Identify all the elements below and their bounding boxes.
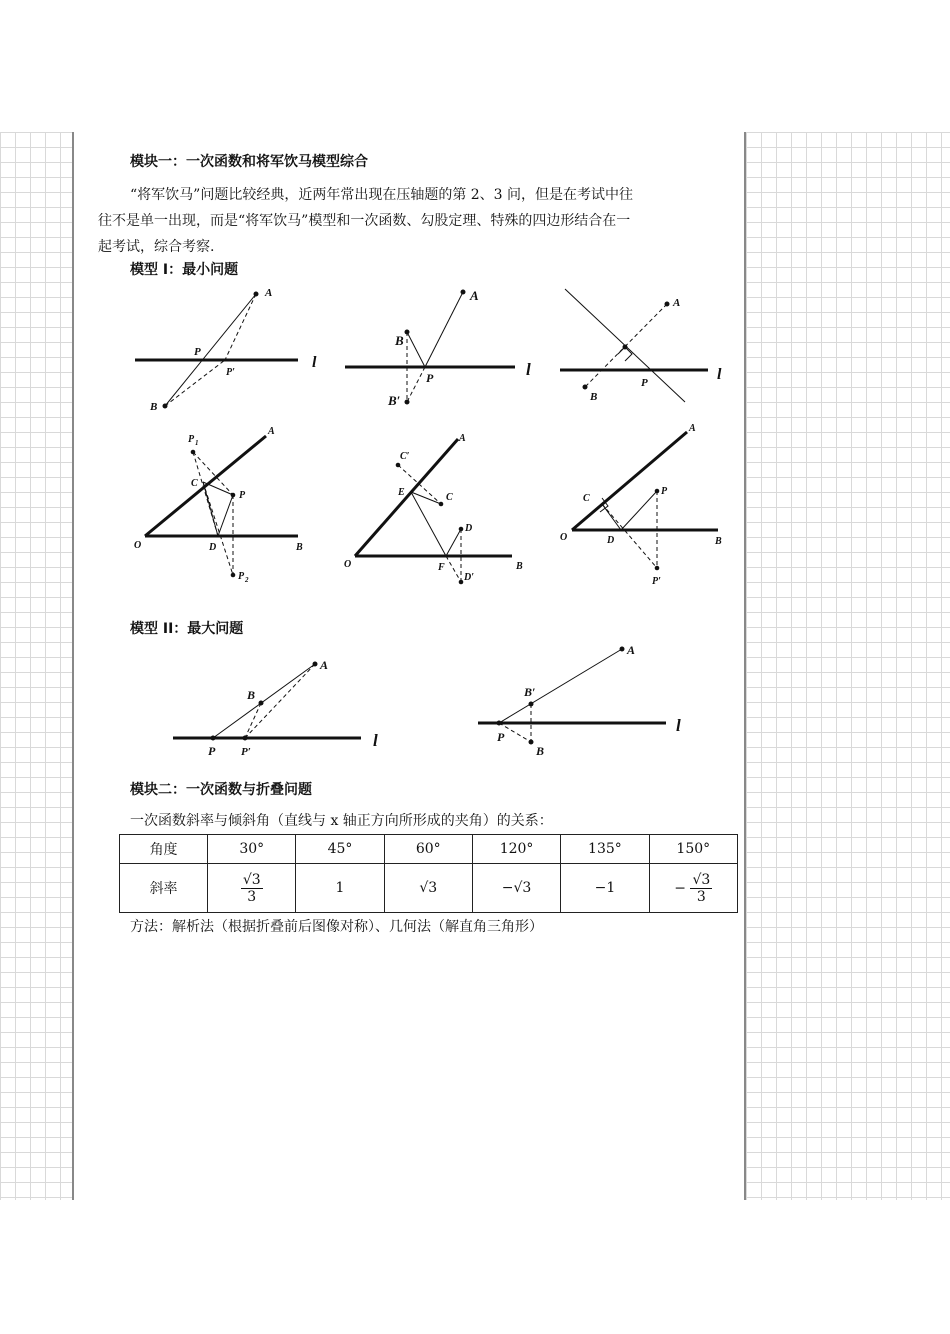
label-d-prime: D′: [464, 572, 475, 583]
table-cell-slope-135: −1: [561, 864, 649, 913]
point-a: [620, 647, 625, 652]
point-b: [163, 404, 168, 409]
label-d: D: [607, 535, 615, 546]
label-p: P: [208, 744, 216, 758]
label-a: A: [689, 423, 696, 434]
label-e: E: [398, 487, 405, 498]
point-a: [665, 302, 670, 307]
point-p: [231, 493, 236, 498]
label-o: O: [560, 532, 568, 543]
figure-6-perpendicular-angle: [555, 422, 735, 587]
label-p-prime: P′: [241, 746, 251, 758]
point-p-prime: [243, 736, 248, 741]
label-p: P: [497, 730, 505, 744]
label-a: A: [268, 426, 275, 437]
point-d: [459, 527, 464, 532]
label-a: A: [265, 287, 273, 299]
figure-4-angle-triangle: [130, 422, 310, 587]
label-b-prime: B′: [524, 685, 536, 699]
label-a: A: [320, 658, 329, 672]
model1-title: 模型 I：最小问题: [130, 262, 239, 278]
label-b: B: [247, 688, 256, 702]
point-p1: [191, 450, 196, 455]
label-p: P: [194, 346, 201, 358]
paragraph-line-3: 起考试，综合考察.: [98, 239, 215, 255]
table-cell-angle: 30°: [208, 835, 296, 864]
point-p: [655, 489, 660, 494]
segment-dp: [218, 495, 233, 536]
section2-title: 模块二：一次函数与折叠问题: [130, 782, 312, 798]
label-p2: P: [238, 571, 245, 582]
fraction-numerator: √3: [242, 871, 261, 888]
point-b: [529, 740, 534, 745]
label-l: l: [717, 366, 722, 383]
label-c: C: [583, 493, 590, 504]
label-p-prime: P′: [226, 367, 235, 378]
label-p: P: [426, 371, 434, 385]
label-b-prime: B′: [388, 393, 401, 408]
table-row-slope: [120, 864, 738, 913]
model2-title: 模型 II：最大问题: [130, 621, 244, 637]
label-p: P: [661, 486, 668, 497]
page-border-left: [72, 132, 74, 1200]
table-header-angle: 角度: [120, 835, 208, 864]
table-cell-slope-30: [208, 864, 296, 913]
segment-dp: [621, 491, 657, 530]
figure-8-max: [470, 640, 700, 762]
point-c: [439, 502, 444, 507]
figure-5-quadrilateral: [340, 425, 540, 590]
table-header-slope: 斜率: [120, 864, 208, 913]
table-cell-slope-150: [649, 864, 737, 913]
slope-angle-table: [119, 834, 738, 913]
table-cell-angle: 45°: [296, 835, 384, 864]
point-a: [254, 292, 259, 297]
paragraph-line-2: 往不是单一出现，而是“将军饮马”模型和一次函数、勾股定理、特殊的四边形结合在一: [98, 213, 631, 229]
point-a: [461, 290, 466, 295]
label-l: l: [373, 731, 378, 750]
label-d: D: [465, 523, 473, 534]
segment-fd: [446, 529, 461, 556]
label-a: A: [459, 433, 466, 444]
section1-title: 模块一：一次函数和将军饮马模型综合: [130, 154, 368, 170]
label-b: B: [536, 744, 545, 758]
label-o: O: [344, 559, 352, 570]
segment-ab: [165, 294, 256, 406]
figure-1-reflection: [130, 284, 330, 419]
table-cell-angle: 60°: [384, 835, 472, 864]
ray-oa: [145, 436, 266, 536]
label-p-prime: P′: [652, 576, 661, 587]
label-l: l: [676, 716, 681, 735]
segment-pa: [499, 649, 622, 723]
table-row-angle: [120, 835, 738, 864]
grid-margin-right: [746, 132, 950, 1200]
figure-2-reflection: [340, 284, 550, 419]
label-a: A: [673, 297, 681, 309]
fraction-sign: −: [674, 880, 687, 896]
dashed-bp: [165, 360, 225, 406]
table-cell-angle: 135°: [561, 835, 649, 864]
table-cell-slope-45: 1: [296, 864, 384, 913]
point-b-prime: [405, 400, 410, 405]
fraction-denominator: 3: [247, 888, 257, 905]
label-p2-sub: 2: [245, 576, 249, 584]
point-b: [259, 701, 264, 706]
table-cell-angle: 150°: [649, 835, 737, 864]
dashed-ap: [245, 664, 315, 738]
label-d: D: [209, 542, 217, 553]
paragraph-line-1: “将军饮马”问题比较经典，近两年常出现在压轴题的第 2、3 问，但是在考试中往: [130, 187, 634, 203]
segment-pa: [213, 664, 315, 738]
label-f: F: [438, 562, 445, 573]
label-p: P: [641, 377, 648, 389]
point-a: [313, 662, 318, 667]
label-l: l: [526, 360, 531, 379]
segment-bp: [407, 332, 425, 367]
point-mid: [623, 345, 628, 350]
segment-ec: [411, 492, 441, 504]
point-b-prime: [529, 702, 534, 707]
label-p1: P: [188, 434, 195, 445]
label-b: B: [516, 561, 523, 572]
point-b: [583, 385, 588, 390]
label-a: A: [627, 643, 636, 657]
point-p: [497, 721, 502, 726]
segment-ap: [425, 292, 463, 367]
label-l: l: [312, 354, 317, 371]
figure-3-perpendicular: [555, 284, 735, 409]
point-b: [405, 330, 410, 335]
dashed-fd: [446, 556, 461, 582]
table-cell-angle: 120°: [472, 835, 560, 864]
figure-7-max: [165, 652, 395, 762]
method-text: 方法：解析法（根据折叠前后图像对称）、几何法（解直角三角形）: [130, 919, 543, 935]
ray-oa: [572, 432, 687, 530]
point-p: [211, 736, 216, 741]
label-b: B: [395, 333, 404, 348]
fraction-numerator: √3: [692, 871, 711, 888]
segment-cp: [203, 482, 233, 495]
label-c: C: [446, 492, 453, 503]
label-p1-sub: 1: [195, 439, 199, 447]
dashed-pb: [407, 367, 425, 402]
page-border-right: [744, 132, 746, 1200]
dashed-bp: [245, 703, 261, 738]
point-p-prime: [655, 566, 660, 571]
label-b: B: [590, 391, 598, 403]
point-p2: [231, 573, 236, 578]
point-d-prime: [459, 580, 464, 585]
segment-ef: [411, 492, 446, 556]
label-p: P: [239, 490, 246, 501]
label-b: B: [150, 401, 158, 413]
dashed-cp2: [203, 482, 233, 575]
table-cell-slope-120: −√3: [472, 864, 560, 913]
label-c-prime: C′: [400, 451, 410, 462]
label-c: C: [191, 478, 198, 489]
label-b: B: [715, 536, 722, 547]
point-c-prime: [396, 463, 401, 468]
label-o: O: [134, 540, 142, 551]
slope-intro: 一次函数斜率与倾斜角（直线与 x 轴正方向所形成的夹角）的关系：: [130, 813, 553, 829]
label-b: B: [296, 542, 303, 553]
grid-margin-left: [0, 132, 72, 1200]
fraction-denominator: 3: [696, 888, 706, 905]
label-a: A: [470, 288, 479, 303]
table-cell-slope-60: √3: [384, 864, 472, 913]
